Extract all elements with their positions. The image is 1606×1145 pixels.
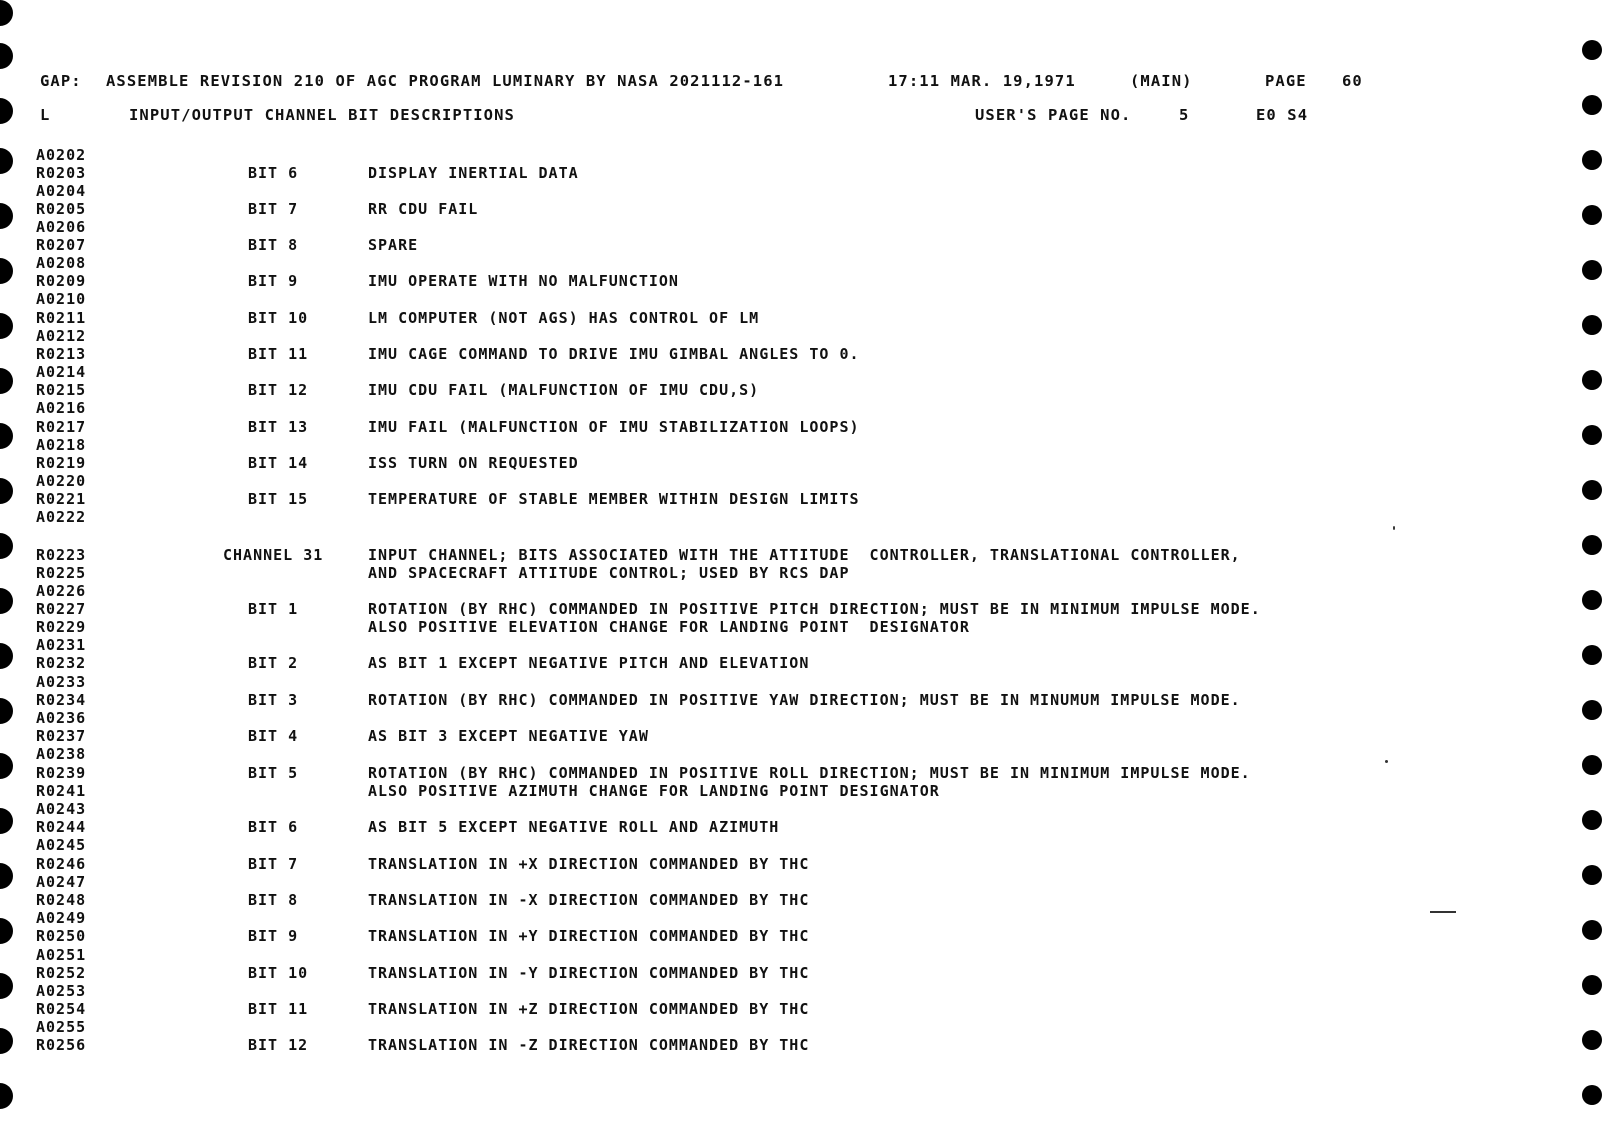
log-section-title: INPUT/OUTPUT CHANNEL BIT DESCRIPTIONS [129, 106, 515, 124]
line-label: R0207 [36, 236, 87, 254]
line-label: A0233 [36, 673, 87, 691]
print-speck [1393, 526, 1395, 530]
bit-label: BIT 9 [248, 272, 299, 290]
feed-hole [1582, 645, 1602, 665]
bit-description: AS BIT 1 EXCEPT NEGATIVE PITCH AND ELEVATION [368, 654, 810, 672]
line-label: A0204 [36, 182, 87, 200]
users-page-label: USER'S PAGE NO. [975, 106, 1132, 124]
feed-hole [1582, 1085, 1602, 1105]
line-label: A0255 [36, 1018, 87, 1036]
line-label: A0245 [36, 836, 87, 854]
feed-hole [0, 1083, 13, 1109]
line-label: R0225 [36, 564, 87, 582]
bit-description: TRANSLATION IN -Y DIRECTION COMMANDED BY THC [368, 964, 810, 982]
line-label: R0252 [36, 964, 87, 982]
listing-line [0, 855, 1500, 873]
line-label: R0217 [36, 418, 87, 436]
line-label: A0243 [36, 800, 87, 818]
bit-description: RR CDU FAIL [368, 200, 479, 218]
line-label: R0213 [36, 345, 87, 363]
feed-hole [1582, 150, 1602, 170]
listing-line [0, 200, 1500, 218]
bit-label: BIT 8 [248, 236, 299, 254]
bit-label: BIT 1 [248, 600, 299, 618]
listing-line [0, 472, 1500, 490]
line-label: R0229 [36, 618, 87, 636]
line-label: R0227 [36, 600, 87, 618]
line-label: R0219 [36, 454, 87, 472]
line-label: R0254 [36, 1000, 87, 1018]
line-label: A0206 [36, 218, 87, 236]
listing-line [0, 272, 1500, 290]
line-label: R0232 [36, 654, 87, 672]
feed-hole [0, 98, 13, 124]
listing-line [0, 927, 1500, 945]
print-speck [1385, 760, 1388, 763]
line-label: A0231 [36, 636, 87, 654]
feed-hole [1582, 755, 1602, 775]
line-label: R0211 [36, 309, 87, 327]
line-label: A0236 [36, 709, 87, 727]
feed-hole [1582, 590, 1602, 610]
bit-description: SPARE [368, 236, 419, 254]
listing-line [0, 418, 1500, 436]
listing-line [0, 546, 1500, 564]
bit-label: BIT 11 [248, 1000, 309, 1018]
listing-line [0, 345, 1500, 363]
listing-line [0, 691, 1500, 709]
line-label: A0249 [36, 909, 87, 927]
bit-description: DISPLAY INERTIAL DATA [368, 164, 579, 182]
feed-hole [1582, 95, 1602, 115]
listing-line [0, 564, 1500, 582]
bit-description: IMU CAGE COMMAND TO DRIVE IMU GIMBAL ANGLES TO 0. [368, 345, 860, 363]
bit-description: AS BIT 5 EXCEPT NEGATIVE ROLL AND AZIMUTH [368, 818, 780, 836]
section-label: (MAIN) [1130, 72, 1193, 90]
bit-label: BIT 15 [248, 490, 309, 508]
line-label: A0216 [36, 399, 87, 417]
listing-line [0, 182, 1500, 200]
listing-line [0, 309, 1500, 327]
listing-line [0, 636, 1500, 654]
feed-hole [1582, 535, 1602, 555]
bit-label: BIT 14 [248, 454, 309, 472]
line-label: A0208 [36, 254, 87, 272]
listing-line [0, 764, 1500, 782]
feed-hole [1582, 315, 1602, 335]
bit-label: BIT 12 [248, 381, 309, 399]
line-label: R0215 [36, 381, 87, 399]
listing-line [0, 982, 1500, 1000]
assembly-timestamp: 17:11 MAR. 19,1971 [888, 72, 1076, 90]
listing-line [0, 1018, 1500, 1036]
bit-label: BIT 10 [248, 309, 309, 327]
listing-line [0, 164, 1500, 182]
feed-hole [1582, 1030, 1602, 1050]
bit-description: ISS TURN ON REQUESTED [368, 454, 579, 472]
line-label: R0237 [36, 727, 87, 745]
listing-line [0, 1000, 1500, 1018]
assemble-revision-line: ASSEMBLE REVISION 210 OF AGC PROGRAM LUMINARY BY NASA 2021112-161 [106, 72, 785, 90]
bit-label: BIT 5 [248, 764, 299, 782]
line-label: R0239 [36, 764, 87, 782]
bit-description: TRANSLATION IN +Y DIRECTION COMMANDED BY THC [368, 927, 810, 945]
bit-description: ALSO POSITIVE ELEVATION CHANGE FOR LANDING POINT DESIGNATOR [368, 618, 970, 636]
feed-hole [1582, 700, 1602, 720]
bit-description: ROTATION (BY RHC) COMMANDED IN POSITIVE ROLL DIRECTION; MUST BE IN MINIMUM IMPULSE MODE. [368, 764, 1251, 782]
line-label: R0246 [36, 855, 87, 873]
feed-hole [1582, 480, 1602, 500]
channel-label: CHANNEL 31 [223, 546, 324, 564]
bit-description: ALSO POSITIVE AZIMUTH CHANGE FOR LANDING POINT DESIGNATOR [368, 782, 940, 800]
log-label: L [40, 106, 51, 124]
bit-description: TRANSLATION IN -Z DIRECTION COMMANDED BY THC [368, 1036, 810, 1054]
line-label: A0251 [36, 946, 87, 964]
listing-line [0, 381, 1500, 399]
bit-label: BIT 11 [248, 345, 309, 363]
line-label: R0221 [36, 490, 87, 508]
bit-description: IMU FAIL (MALFUNCTION OF IMU STABILIZATION LOOPS) [368, 418, 860, 436]
bit-description: TRANSLATION IN -X DIRECTION COMMANDED BY THC [368, 891, 810, 909]
listing-line [0, 800, 1500, 818]
line-label: R0209 [36, 272, 87, 290]
line-label: R0250 [36, 927, 87, 945]
listing-line [0, 727, 1500, 745]
listing-line [0, 254, 1500, 272]
feed-hole [1582, 260, 1602, 280]
listing-line [0, 782, 1500, 800]
listing-line [0, 399, 1500, 417]
line-label: R0223 [36, 546, 87, 564]
line-label: R0205 [36, 200, 87, 218]
listing-line [0, 873, 1500, 891]
revision-label: E0 S4 [1256, 106, 1309, 124]
page-number: 60 [1342, 72, 1363, 90]
listing-line [0, 891, 1500, 909]
feed-hole [0, 43, 13, 69]
line-label: A0220 [36, 472, 87, 490]
bit-description: AS BIT 3 EXCEPT NEGATIVE YAW [368, 727, 649, 745]
feed-hole [1582, 40, 1602, 60]
gap-label: GAP: [40, 72, 82, 90]
bit-description: TEMPERATURE OF STABLE MEMBER WITHIN DESIGN LIMITS [368, 490, 860, 508]
listing-line [0, 363, 1500, 381]
line-label: A0202 [36, 146, 87, 164]
listing-line [0, 654, 1500, 672]
listing-line [0, 709, 1500, 727]
bit-label: BIT 3 [248, 691, 299, 709]
feed-hole [1582, 920, 1602, 940]
right-tractor-feed-holes [1582, 0, 1602, 1145]
bit-description: INPUT CHANNEL; BITS ASSOCIATED WITH THE ATTITUDE CONTROLLER, TRANSLATIONAL CONTROLLER, [368, 546, 1241, 564]
listing-line [0, 600, 1500, 618]
line-label: R0234 [36, 691, 87, 709]
bit-label: BIT 4 [248, 727, 299, 745]
listing-line [0, 818, 1500, 836]
line-label: R0248 [36, 891, 87, 909]
feed-hole [1582, 810, 1602, 830]
line-label: A0253 [36, 982, 87, 1000]
listing-line [0, 909, 1500, 927]
line-label: R0203 [36, 164, 87, 182]
line-label: R0256 [36, 1036, 87, 1054]
listing-line [0, 290, 1500, 308]
listing-line [0, 964, 1500, 982]
bit-label: BIT 9 [248, 927, 299, 945]
print-smudge [1430, 911, 1456, 913]
listing-line [0, 1036, 1500, 1054]
line-label: R0244 [36, 818, 87, 836]
listing-line [0, 236, 1500, 254]
line-label: A0218 [36, 436, 87, 454]
listing-line [0, 946, 1500, 964]
listing-line [0, 673, 1500, 691]
bit-label: BIT 7 [248, 200, 299, 218]
line-label: A0247 [36, 873, 87, 891]
bit-description: AND SPACECRAFT ATTITUDE CONTROL; USED BY RCS DAP [368, 564, 850, 582]
listing-line [0, 490, 1500, 508]
bit-label: BIT 10 [248, 964, 309, 982]
bit-description: TRANSLATION IN +X DIRECTION COMMANDED BY THC [368, 855, 810, 873]
bit-description: IMU CDU FAIL (MALFUNCTION OF IMU CDU,S) [368, 381, 760, 399]
bit-description: IMU OPERATE WITH NO MALFUNCTION [368, 272, 679, 290]
listing-line [0, 327, 1500, 345]
line-label: A0226 [36, 582, 87, 600]
listing-line [0, 436, 1500, 454]
listing-line [0, 218, 1500, 236]
listing-line [0, 508, 1500, 526]
bit-label: BIT 13 [248, 418, 309, 436]
listing-line [0, 146, 1500, 164]
bit-description: ROTATION (BY RHC) COMMANDED IN POSITIVE YAW DIRECTION; MUST BE IN MINUMUM IMPULSE MODE. [368, 691, 1241, 709]
line-label: R0241 [36, 782, 87, 800]
line-label: A0214 [36, 363, 87, 381]
listing-line [0, 454, 1500, 472]
line-label: A0212 [36, 327, 87, 345]
feed-hole [1582, 865, 1602, 885]
bit-label: BIT 8 [248, 891, 299, 909]
listing-line [0, 836, 1500, 854]
listing-line [0, 745, 1500, 763]
bit-description: ROTATION (BY RHC) COMMANDED IN POSITIVE PITCH DIRECTION; MUST BE IN MINIMUM IMPULSE MODE. [368, 600, 1261, 618]
feed-hole [1582, 370, 1602, 390]
bit-description: LM COMPUTER (NOT AGS) HAS CONTROL OF LM [368, 309, 760, 327]
bit-description: TRANSLATION IN +Z DIRECTION COMMANDED BY THC [368, 1000, 810, 1018]
users-page-number: 5 [1179, 106, 1190, 124]
listing-line [0, 582, 1500, 600]
bit-label: BIT 2 [248, 654, 299, 672]
page-label: PAGE [1265, 72, 1307, 90]
bit-label: BIT 7 [248, 855, 299, 873]
feed-hole [1582, 975, 1602, 995]
feed-hole [1582, 425, 1602, 445]
bit-label: BIT 6 [248, 164, 299, 182]
listing-line [0, 618, 1500, 636]
feed-hole [1582, 205, 1602, 225]
bit-label: BIT 6 [248, 818, 299, 836]
line-label: A0222 [36, 508, 87, 526]
line-label: A0210 [36, 290, 87, 308]
line-label: A0238 [36, 745, 87, 763]
bit-label: BIT 12 [248, 1036, 309, 1054]
feed-hole [0, 0, 13, 26]
